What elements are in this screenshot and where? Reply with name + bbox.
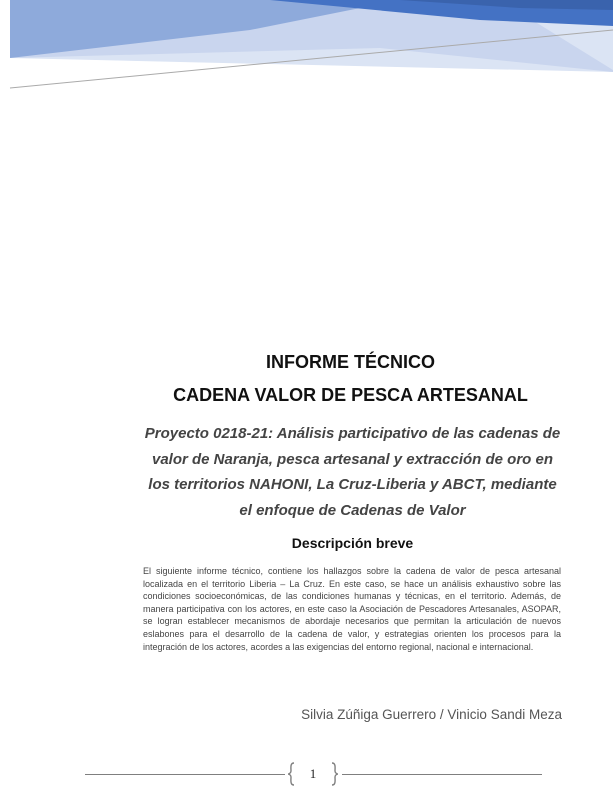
title-line-2: CADENA VALOR DE PESCA ARTESANAL xyxy=(173,385,528,405)
right-brace-icon xyxy=(331,762,339,786)
page-footer xyxy=(0,760,613,790)
footer-rule-left xyxy=(85,774,285,775)
authors: Silvia Zúñiga Guerrero / Vinicio Sandi Meza xyxy=(301,707,562,722)
header-decoration xyxy=(0,0,613,100)
page-number: 1 xyxy=(309,766,317,781)
header-wave-graphic xyxy=(0,0,613,100)
project-subtitle: Proyecto 0218-21: Análisis participativo de las cadenas de valor de Naranja, pesca artesanal y extracción de oro en los territorios NAHONI, La Cruz-Liberia y ABCT, mediante el enfoque de Cadenas de Valor xyxy=(144,425,561,519)
description-body: El siguiente informe técnico, contiene los hallazgos sobre la cadena de valor de pesca artesanal localizada en el territorio Liberia – La Cruz. En este caso, se hace un análisis exhaustivo sobre las condiciones socioeconómicas, de las condiciones humanas y técnicas, en el territorio. Además, de manera participativa con los actores, en este caso la Asociación de Pescadores Artesanales, ASOPAR, se logran establecer mecanismos de abordaje necesarios que permitan la articulación de nuevos eslabones para el desarrollo de la cadena de valor, y estrategias orienten los procesos para la integración de los actores, acordes a las exigencias del entorno regional, nacional e internacional. xyxy=(143,566,561,652)
page-number-container xyxy=(287,762,339,788)
description-heading: Descripción breve xyxy=(291,535,414,551)
title-line-1: INFORME TÉCNICO xyxy=(266,352,435,372)
footer-rule-right xyxy=(342,774,542,775)
